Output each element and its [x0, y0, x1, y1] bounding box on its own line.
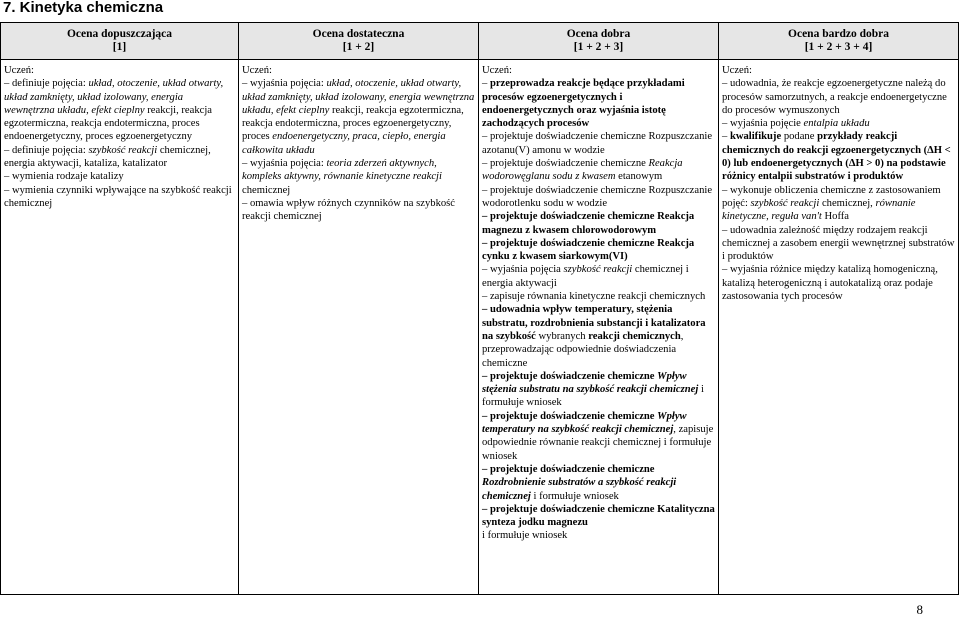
requirement-text: Uczeń: [482, 65, 512, 76]
requirement-text: i formułuje wniosek [482, 384, 704, 409]
requirement-text: – [482, 78, 490, 90]
requirement-text: Hoffa [821, 211, 850, 223]
requirement-item [722, 263, 955, 303]
column-cell [719, 60, 959, 595]
requirement-item [722, 184, 955, 224]
requirement-text: – zapisuje równania kinetyczne reakcji chemicznych [482, 291, 706, 303]
requirement-text: szybkość reakcji [750, 197, 820, 209]
requirement-item [4, 144, 235, 171]
column-header [719, 23, 959, 60]
requirement-text: entalpia układu [803, 118, 870, 130]
requirement-item [482, 463, 715, 503]
requirement-text: reakcji, reakcja egzotermiczna, reakcja endotermiczna, proces endoenergetyczny, proces egzoenergetyczny [4, 104, 212, 143]
requirement-text: kwalifikuje [729, 131, 782, 143]
requirement-text: – projektuje doświadczenie chemiczne [482, 158, 649, 170]
page-number: 8 [916, 602, 923, 617]
requirement-text: – projektuje doświadczenie chemiczne [482, 463, 655, 475]
requirement-item [482, 503, 715, 530]
requirement-text: wybranych [535, 330, 589, 342]
requirement-item [482, 529, 715, 542]
requirement-text: i formułuje wniosek [482, 530, 568, 542]
requirement-text: – projektuje doświadczenie chemiczne Reakcja cynku z kwasem siarkowym(VI) [482, 237, 695, 263]
requirement-text: – wyjaśnia pojęcie [722, 118, 804, 130]
requirement-text: – wyjaśnia pojęcia [482, 264, 564, 276]
requirement-item [482, 263, 715, 290]
column-header-title: Ocena dostateczna [312, 28, 405, 40]
column-header-title: Ocena dopuszczająca [66, 28, 173, 40]
requirement-item [482, 370, 715, 410]
requirement-text: – [722, 131, 730, 143]
content-row [1, 60, 959, 595]
column-header [1, 23, 239, 60]
requirement-item [722, 117, 955, 130]
requirement-item [242, 77, 475, 157]
requirement-text: szybkość reakcji [563, 264, 633, 276]
requirement-item [482, 210, 715, 237]
requirement-text: reakcji chemicznych [588, 330, 681, 342]
requirement-text: – udowadnia, że reakcje egzoenergetyczne należą do procesów samorzutnych, a reakcje endoenergetyczne do procesów wymuszonych [722, 78, 947, 116]
page-title: 7. Kinetyka chemiczna [3, 0, 164, 16]
requirement-item [722, 130, 955, 183]
column-cell [1, 60, 239, 595]
requirement-text: – wykonuje obliczenia chemiczne z zastosowaniem pojęć: [722, 184, 941, 209]
column-header-levels: [1] [112, 41, 127, 53]
requirement-item [242, 64, 475, 77]
requirement-text: – wyjaśnia różnice między katalizą homogeniczną, katalizą heterogeniczną i autokatalizą oraz podaje zastosowania tych procesów [722, 264, 938, 303]
column-header-levels: [1 + 2 + 3] [573, 41, 624, 53]
requirement-item [482, 77, 715, 130]
requirement-text: chemicznej [242, 184, 291, 196]
column-header-levels: [1 + 2 + 3 + 4] [804, 41, 873, 53]
requirement-text: – udowadnia zależność między rodzajem reakcji chemicznej a zasobem energii wewnętrznej substratów i produktów [722, 224, 955, 263]
column-header-title: Ocena dobra [566, 28, 631, 40]
header-row [1, 23, 959, 60]
requirement-text: – omawia wpływ różnych czynników na szybkość reakcji chemicznej [242, 197, 455, 223]
requirement-item [722, 77, 955, 117]
requirement-text: – wyjaśnia pojęcia: [242, 78, 327, 90]
requirement-text: Uczeń: [242, 65, 272, 76]
column-cell [479, 60, 719, 595]
requirement-text: Uczeń: [722, 65, 752, 76]
requirement-item [482, 64, 715, 77]
requirement-text: Wpływ temperatury na szybkość reakcji chemicznej [482, 410, 687, 436]
requirement-text: – projektuje doświadczenie chemiczne Reakcja magnezu z kwasem chlorowodorowym [482, 211, 695, 236]
column-cell [239, 60, 479, 595]
requirement-text: szybkość reakcji [88, 144, 158, 156]
requirement-item [482, 303, 715, 369]
requirement-item [722, 64, 955, 77]
requirement-text: Wpływ stężenia substratu na szybkość reakcji chemicznej [482, 370, 699, 396]
requirement-text: – definiuje pojęcia: [4, 144, 89, 156]
requirement-text: – wymienia rodzaje katalizy [4, 171, 124, 183]
requirement-text: – definiuje pojęcia: [4, 78, 89, 90]
requirement-text: – wyjaśnia pojęcia: [242, 158, 327, 170]
requirement-item [482, 410, 715, 463]
column-header [239, 23, 479, 60]
column-header [479, 23, 719, 60]
requirement-text: teoria zderzeń aktywnych, kompleks aktywny, równanie kinetyczne reakcji [242, 158, 442, 183]
requirement-text: podane [781, 131, 818, 143]
requirement-item [482, 290, 715, 303]
requirement-text: chemicznej, [819, 197, 876, 209]
requirement-item [722, 224, 955, 264]
requirement-text: reakcji, reakcja egzotermiczna, reakcja endotermiczna, proces egzoenergetyczny, proces [242, 104, 464, 143]
requirement-text: przeprowadza reakcje będące przykładami procesów egzoenergetycznych i endoenergetycznych oraz wyjaśnia istotę zachodzących procesów [482, 78, 685, 130]
requirement-text: i formułuje wniosek [530, 490, 619, 502]
requirement-text: – projektuje doświadczenie chemiczne [482, 410, 658, 422]
requirement-item [4, 64, 235, 77]
requirement-item [4, 170, 235, 183]
requirement-text: – wymienia czynniki wpływające na szybkość reakcji chemicznej [4, 184, 232, 209]
requirement-text: , przeprowadzając odpowiednie doświadczenia chemiczne [482, 330, 684, 369]
requirement-item [242, 157, 475, 197]
requirement-item [4, 77, 235, 143]
requirement-text: Reakcja wodorowęglanu sodu z kwasem [482, 158, 683, 183]
requirement-text: – udowadnia wpływ temperatury, stężenia substratu, rozdrobnienia substancji i katalizatora na szybkość [482, 304, 706, 342]
requirement-text: Katalityczna synteza jodku magnezu [482, 503, 715, 529]
requirement-text: – projektuje doświadczenie chemiczne Rozpuszczanie wodorotlenku sodu w wodzie [482, 184, 713, 209]
column-header-levels: [1 + 2] [342, 41, 375, 53]
requirement-text: – projektuje doświadczenie chemiczne Rozpuszczanie azotanu(V) amonu w wodzie [482, 131, 713, 156]
requirement-text: przykłady reakcji chemicznych do reakcji egzoenergetycznych (ΔH < 0) lub endoenergetycznych (ΔH > 0) na podstawie różnicy entalpii substratów i produktów [722, 131, 951, 183]
requirement-text: , zapisuje odpowiednie równanie reakcji chemicznej i formułuje wniosek [482, 424, 714, 462]
requirement-item [242, 197, 475, 224]
requirement-item [482, 184, 715, 211]
requirement-text: – projektuje doświadczenie chemiczne [482, 503, 658, 515]
requirement-item [4, 184, 235, 211]
requirement-item [482, 157, 715, 184]
requirement-text: – projektuje doświadczenie chemiczne [482, 370, 658, 382]
requirement-text: endoenergetyczny, praca, ciepło, energia całkowita układu [242, 131, 446, 156]
requirements-table [0, 22, 959, 595]
column-header-title: Ocena bardzo dobra [788, 28, 889, 40]
requirement-item [482, 130, 715, 157]
requirement-text: układ, otoczenie, układ otwarty, układ zamknięty, układ izolowany, energia wewnętrzna układu, efekt cieplny [242, 78, 475, 116]
requirement-text: układ, otoczenie, układ otwarty, układ zamknięty, układ izolowany, energia wewnętrzna układu, efekt cieplny [4, 78, 224, 116]
requirement-item [482, 237, 715, 264]
requirement-text: równanie kinetyczne, reguła van't [722, 197, 916, 223]
requirement-text: chemicznej i energia aktywacji [482, 264, 689, 289]
requirement-text: Uczeń: [4, 65, 34, 76]
requirement-text: Rozdrobnienie substratów a szybkość reakcji chemicznej [482, 477, 677, 502]
requirement-text: chemicznej, energia aktywacji, kataliza, katalizator [4, 144, 211, 170]
requirement-text: etanowym [615, 171, 663, 183]
